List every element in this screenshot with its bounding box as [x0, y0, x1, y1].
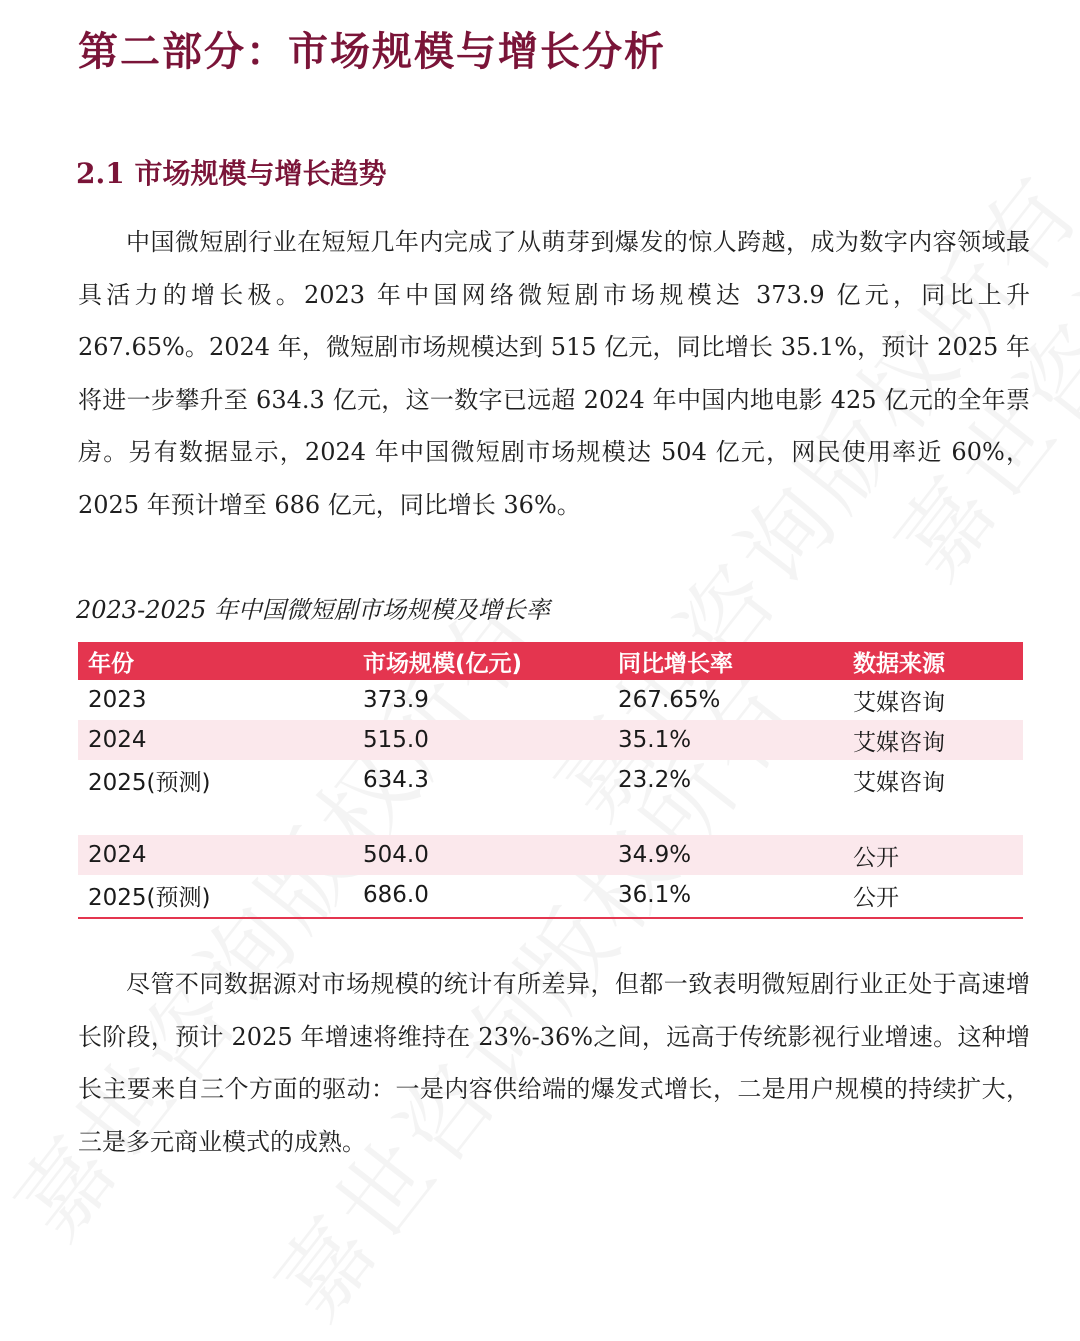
cell-market-size: 504.0 [363, 842, 429, 868]
cell-market-size: 634.3 [363, 767, 429, 793]
table-row [78, 720, 1023, 760]
cell-market-size: 373.9 [363, 687, 429, 713]
table-row [78, 760, 1023, 800]
intro-paragraph: 中国微短剧行业在短短几年内完成了从萌芽到爆发的惊人跨越，成为数字内容领域最具活力的增长极。2023 年中国网络微短剧市场规模达 373.9 亿元，同比上升 267.65%。2024 年，微短剧市场规模达到 515 亿元，同比增长 35.1%，预计 2025 年将进一步攀升至 634.3 亿元，这一数字已远超 2024 年中国内地电影 425 亿元的全年票房。另有数据显示，2024 年中国微短剧市场规模达 504 亿元，网民使用率近 60%，2025 年预计增至 686 亿元，同比增长 36%。 [78, 228, 1030, 519]
cell-growth-rate: 34.9% [618, 842, 692, 868]
cell-source: 艾媒咨询 [853, 689, 945, 716]
table-row [78, 875, 1023, 915]
cell-source: 艾媒咨询 [853, 769, 945, 796]
cell-year: 2023 [88, 687, 147, 713]
table-row [78, 835, 1023, 875]
cell-source: 公开 [853, 844, 899, 871]
cell-year: 2025(预测) [88, 769, 211, 796]
cell-source: 公开 [853, 884, 899, 911]
page-title: 第二部分：市场规模与增长分析 [78, 28, 666, 75]
cell-year: 2024 [88, 842, 147, 868]
header-market-size: 市场规模(亿元) [363, 650, 523, 677]
table-caption: 2023-2025 年中国微短剧市场规模及增长率 [76, 596, 550, 624]
table-row [78, 680, 1023, 720]
cell-growth-rate: 23.2% [618, 767, 692, 793]
conclusion-paragraph: 尽管不同数据源对市场规模的统计有所差异，但都一致表明微短剧行业正处于高速增长阶段，预计 2025 年增速将维持在 23%-36%之间，远高于传统影视行业增速。这种增长主要来自三个方面的驱动：一是内容供给端的爆发式增长，二是用户规模的持续扩大，三是多元商业模式的成熟。 [78, 970, 1030, 1156]
table-spacer [78, 800, 1023, 835]
header-growth-rate: 同比增长率 [618, 650, 733, 677]
cell-source: 艾媒咨询 [853, 729, 945, 756]
section-title: 2.1 市场规模与增长趋势 [76, 157, 387, 190]
cell-growth-rate: 36.1% [618, 882, 692, 908]
header-year: 年份 [88, 650, 134, 677]
cell-growth-rate: 267.65% [618, 687, 721, 713]
cell-market-size: 515.0 [363, 727, 429, 753]
cell-year: 2025(预测) [88, 884, 211, 911]
cell-year: 2024 [88, 727, 147, 753]
cell-market-size: 686.0 [363, 882, 429, 908]
cell-growth-rate: 35.1% [618, 727, 692, 753]
table-bottom-rule [78, 917, 1023, 919]
header-source: 数据来源 [853, 649, 945, 677]
table-header [78, 642, 1023, 680]
market-size-table [78, 642, 1023, 919]
